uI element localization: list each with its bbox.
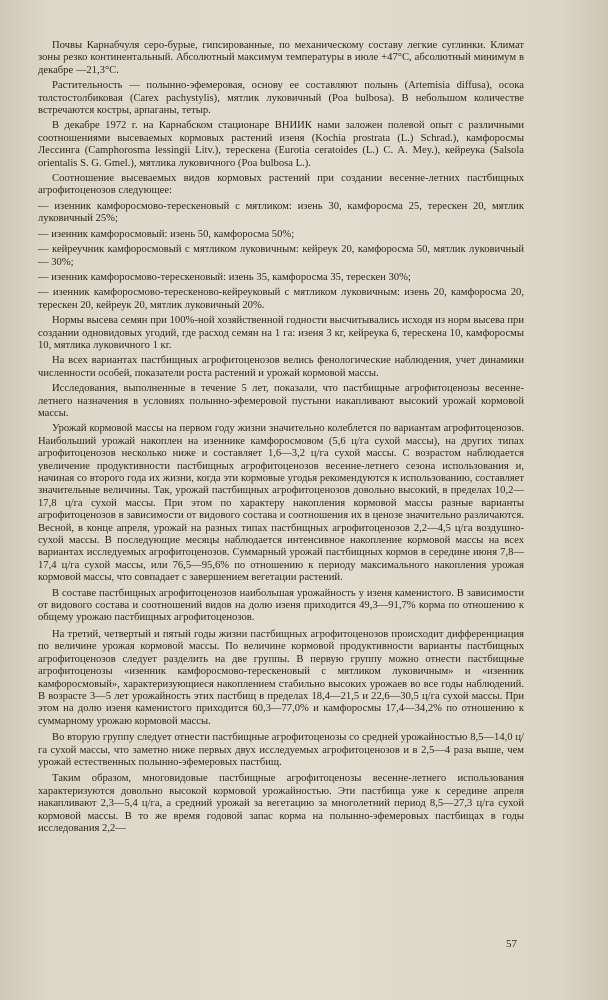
list-item-variant-3: — кейреучник камфоросмовый с мятликом луковичным: кейреук 20, камфоросма 50, мятлик луковичный — 30%; [38, 244, 524, 268]
page-text [38, 40, 524, 838]
list-item-variant-2: — изенник камфоросмовый: изень 50, камфоросма 50%; [38, 228, 295, 240]
paragraph-conclusion: Таким образом, многовидовые пастбищные агрофитоценозы весенне-летнего использования характеризуются довольно высокой кормовой урожайностью. Эти пастбища уже к середине апреля накапливают 2,3—5,4 ц/га, а средний урожай за вегетацию за многолетний период 8,5—27,3 ц/га сухой кормовой массы. В то же время годовой запас корма на полынно-эфемеровых пастбищах в годы исследования 2,2— [38, 773, 524, 834]
paragraph-experiment: В декабре 1972 г. на Карнабском стационаре ВНИИК нами заложен полевой опыт с различными соотношениями высеваемых кормовых растений изеня (Kochia prostrata (L.) Schrad.), камфоросмы Лессинга (Camphorosma lessingii Litv.), терескена (Eurotia ceratoides (L.) C. A. Mey.), кейреука (Salsola orientalis S. G. Gmel.), мятлика луковичного (Poa bulbosa L.). [38, 120, 524, 169]
list-item-variant-4: — изенник камфоросмово-терескеновый: изень 35, камфоросма 35, терескен 30%; [38, 271, 411, 283]
paragraph-observations: На всех вариантах пастбищных агрофитоценозов велись фенологические наблюдения, учет динамики численности особей, показатели роста растений и урожай кормовой массы. [38, 355, 524, 379]
paragraph-seeding-rates: Нормы высева семян при 100%-ной хозяйственной годности высчитывались исходя из норм высева при создании одновидовых угодий, где расход семян на 1 га: изеня 3 кг, кейреука 6, терескена 10, камфоросмы 10, мятлика луковичного 1 кг. [38, 315, 524, 351]
paragraph-izen-share: В составе пастбищных агрофитоценозов наибольшая урожайность у изеня каменистого. В зависимости от видового состава и соотношений видов на долю изеня приходится 49,3—91,7% корма по отношению к общему урожаю пастбищных агрофитоценозов. [38, 587, 524, 624]
paragraph-second-group: Во вторую группу следует отнести пастбищные агрофитоценозы со средней урожайностью 8,5—14,0 ц/га сухой массы, что заметно ниже первых двух исследуемых агрофитоценозов и в 2,5—4 раза выше, чем урожай естественных полынно-эфемеровых пастбищ. [38, 732, 524, 768]
list-item-variant-5: — изенник камфоросмово-терескеново-кейреуковый с мятликом луковичным: изень 20, камфоросма 20, терескен 20, кейреук 20, мятлик луковичный 20%. [38, 287, 524, 311]
paragraph-first-group: На третий, четвертый и пятый годы жизни пастбищных агрофитоценозов происходит дифференциация по величине урожая кормовой массы. По величине кормовой продуктивности варианты пастбищных агрофитоценозов следует разделить на две группы. В первую группу можно отнести пастбищные агрофитоценозы «изенник камфоросмово-терескеновый с мятликом луковичным» и «изенник камфоросмовый», характеризующиеся накоплением стабильно высоких урожаев во все годы наблюдений. В возрасте 3—5 лет урожайность этих пастбищ в пределах 18,4—21,5 и 22,6—30,5 ц/га сухой массы. При этом на долю изеня каменистого приходится 60,3—77,0% и камфоросмы 17,4—34,2% по отношению к суммарному урожаю кормовой массы. [38, 628, 524, 727]
list-item-variant-1: — изенник камфоросмово-терескеновый с мятликом: изень 30, камфоросма 25, терескен 20, мятлик луковичный 25%; [38, 200, 524, 225]
paragraph-results: Исследования, выполненные в течение 5 лет, показали, что пастбищные агрофитоценозы весенне-летнего назначения в условиях полынно-эфемеровой пустыни накапливают высокий урожай кормовой массы. [38, 383, 524, 419]
paragraph-vegetation: Растительность — полынно-эфемеровая, основу ее составляют полынь (Artemisia diffusa), осока толстостолбиковая (Carex pachystylis), мятлик луковичный (Poa bulbosa). В небольшом количестве встречаются костры, арпаганы, тетыр. [38, 80, 524, 117]
paragraph-soils: Почвы Карнабчуля серо-бурые, гипсированные, по механическому составу легкие суглинки. Климат зоны резко континентальный. Абсолютный максимум температуры в июле +47°С, абсолютный минимум в декабре —21,3°С. [38, 40, 524, 76]
page-number: 57 [506, 938, 517, 950]
paragraph-first-year-yield: Урожай кормовой массы на первом году жизни значительно колеблется по вариантам агрофитоценозов. Наибольший урожай накоплен на изеннике камфоросмовом (5,6 ц/га сухой массы), на других типах агрофитоценозов несколько ниже и составляет 1,6—3,2 ц/га сухой массы. С возрастом наблюдается увеличение продуктивности пастбищных агрофитоценозов весенне-летнего сезона использования и, начиная со второго года их жизни, когда эти кормовые угодья рекомендуются к использованию, составляет значительные величины. Так, урожай пастбищных агрофитоценозов довольно высокий, в пределах 10,2—17,8 ц/га сухой массы. При этом по характеру накопления кормовой массы разные варианты агрофитоценозов в зависимости от видового состава и соотношения их в ценозе значительно различаются. Весной, в конце апреля, урожай на разных типах пастбищных агрофитоценозов 2,2—4,5 ц/га воздушно-сухой массы. В последующие месяцы наблюдается интенсивное накопление кормовой массы на всех вариантах исследуемых агрофитоценозов. Суммарный урожай пастбищных кормов в середине июня 7,8—17,4 ц/га сухой массы, или 76,5—95,6% по отношению к периоду максимального накопления урожая кормовой массы, что совпадает с завершением вегетации растений. [38, 423, 524, 584]
paragraph-ratio-intro: Соотношение высеваемых видов кормовых растений при создании весенне-летних пастбищных агрофитоценозов следующее: [38, 173, 524, 197]
